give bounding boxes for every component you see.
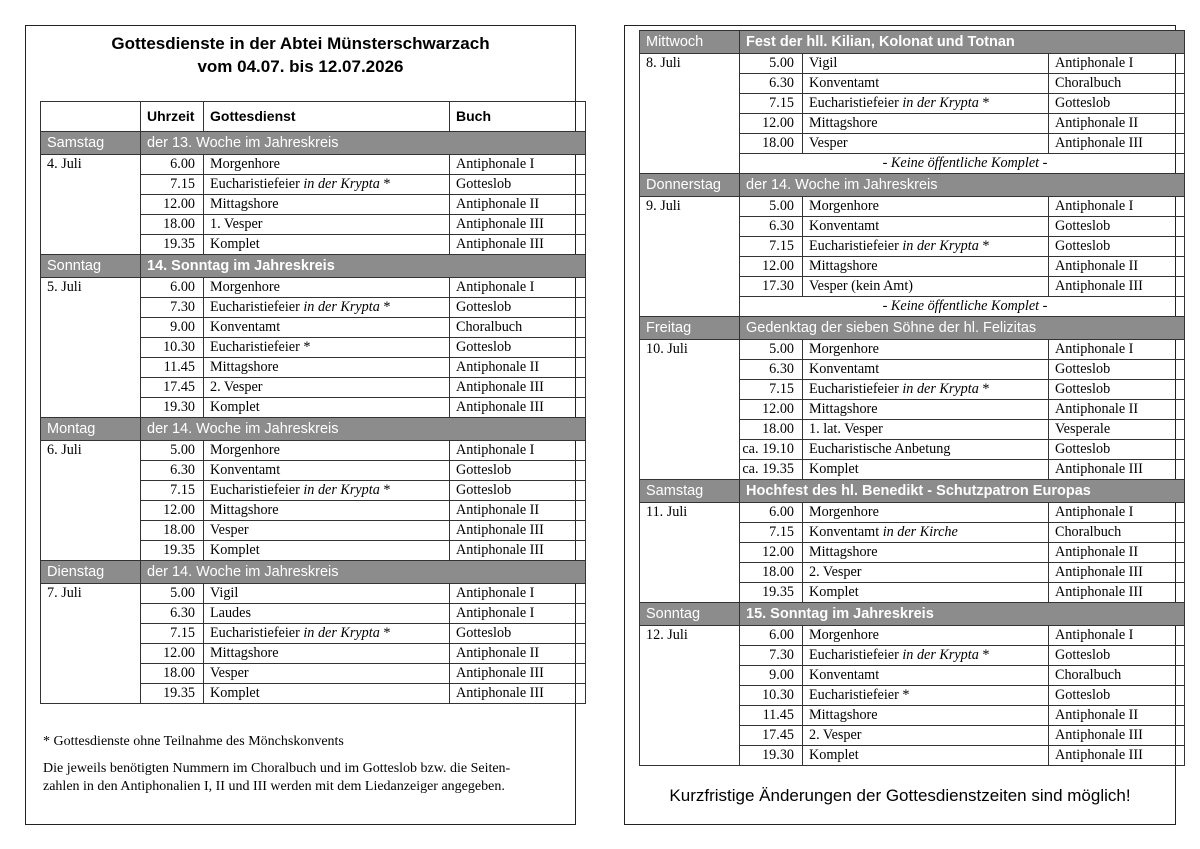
service-cell [803,74,1049,94]
liturgical-day-title: der 14. Woche im Jahreskreis [740,174,1185,197]
service-name: Eucharistiefeier [210,299,304,315]
time-cell: 19.35 [740,583,803,603]
weekday-label: Mittwoch [640,31,740,54]
service-cell [803,666,1049,686]
time-cell: 5.00 [740,197,803,217]
time-cell: 18.00 [141,664,204,684]
time-cell: 12.00 [740,114,803,134]
weekday-label: Dienstag [41,561,141,584]
service-name: Eucharistiefeier [210,176,304,192]
book-cell: Antiphonale II [1049,257,1185,277]
book-cell: Antiphonale III [1049,726,1185,746]
service-name: Konventamt [210,319,281,335]
book-cell: Antiphonale II [1049,114,1185,134]
service-name: Mittagshore [809,544,878,560]
service-name: Vigil [809,55,838,71]
book-cell: Antiphonale I [450,155,586,175]
service-cell [204,358,450,378]
service-name: Konventamt [809,667,880,683]
service-name: Komplet [809,461,859,477]
service-location: in der Kirche [882,524,958,540]
service-cell [204,664,450,684]
time-cell: 18.00 [141,521,204,541]
liturgical-day-title: der 13. Woche im Jahreskreis [141,132,586,155]
service-cell [204,235,450,255]
book-cell: Antiphonale III [450,378,586,398]
service-location: in der Krypta [902,95,979,111]
service-name: Komplet [809,747,859,763]
time-cell: 17.45 [740,726,803,746]
book-cell: Antiphonale II [1049,543,1185,563]
service-cell [204,398,450,418]
time-cell: 9.00 [740,666,803,686]
time-cell: 6.00 [740,503,803,523]
service-name: 2. Vesper [809,727,862,743]
time-cell: 19.35 [141,541,204,561]
schedule-table-right [639,30,1185,766]
weekday-label: Samstag [640,480,740,503]
time-cell: 7.15 [740,237,803,257]
book-cell: Antiphonale III [450,398,586,418]
service-location: in der Krypta [902,381,979,397]
book-cell: Vesperale [1049,420,1185,440]
service-name: Vesper [210,665,249,681]
service-cell [803,460,1049,480]
service-name: Morgenhore [210,442,280,458]
book-cell: Antiphonale II [1049,400,1185,420]
date-cell: 5. Juli [41,278,141,418]
book-cell: Antiphonale I [1049,503,1185,523]
service-name: Komplet [809,584,859,600]
service-cell [803,563,1049,583]
service-cell [803,360,1049,380]
weekday-label: Montag [41,418,141,441]
service-cell [803,543,1049,563]
time-cell: 18.00 [141,215,204,235]
liturgical-day-title: 15. Sonntag im Jahreskreis [740,603,1185,626]
time-cell: 6.00 [141,155,204,175]
right-page [624,25,1176,825]
service-name: Eucharistiefeier [809,238,903,254]
service-name: Komplet [210,399,260,415]
book-cell: Gotteslob [1049,360,1185,380]
service-row [41,441,586,461]
day-header-row [640,174,1185,197]
service-cell [204,441,450,461]
time-cell: ca. 19.35 [740,460,803,480]
service-marker: * [379,176,391,192]
time-cell: 9.00 [141,318,204,338]
book-cell: Antiphonale III [1049,460,1185,480]
service-name: Eucharistiefeier [210,482,304,498]
time-cell: 10.30 [740,686,803,706]
date-cell: 10. Juli [640,340,740,480]
service-cell [803,114,1049,134]
book-cell: Gotteslob [450,338,586,358]
service-cell [803,277,1049,297]
service-name: Eucharistiefeier * [210,339,311,355]
book-cell: Gotteslob [450,175,586,195]
service-name: Morgenhore [210,156,280,172]
time-cell: 5.00 [740,340,803,360]
book-cell: Antiphonale III [450,521,586,541]
liturgical-day-title: der 14. Woche im Jahreskreis [141,418,586,441]
day-header-row [640,31,1185,54]
service-cell [204,584,450,604]
service-cell [803,646,1049,666]
date-cell: 6. Juli [41,441,141,561]
service-location: in der Krypta [303,176,380,192]
service-cell [204,195,450,215]
service-cell [204,155,450,175]
service-cell [803,340,1049,360]
book-cell: Antiphonale III [450,235,586,255]
book-cell: Antiphonale I [1049,54,1185,74]
date-cell: 9. Juli [640,197,740,317]
book-cell: Antiphonale II [450,644,586,664]
service-name: Eucharistiefeier [809,95,903,111]
day-header-row [41,132,586,155]
time-cell: 19.35 [141,235,204,255]
service-name: Mittagshore [809,401,878,417]
schedule-table-left [40,101,586,704]
weekday-label: Sonntag [640,603,740,626]
header-time: Uhrzeit [141,102,204,132]
book-cell: Antiphonale I [450,441,586,461]
time-cell: 7.15 [141,624,204,644]
service-cell [204,298,450,318]
service-cell [204,481,450,501]
time-cell: 7.15 [141,175,204,195]
service-name: Mittagshore [210,502,279,518]
service-name: Morgenhore [809,504,879,520]
left-page [25,25,576,825]
service-location: in der Krypta [902,238,979,254]
book-cell: Gotteslob [1049,686,1185,706]
service-name: 1. Vesper [210,216,263,232]
time-cell: 5.00 [740,54,803,74]
liturgical-day-title: Hochfest des hl. Benedikt - Schutzpatron Europas [740,480,1185,503]
header-service: Gottesdienst [204,102,450,132]
service-location: in der Krypta [303,482,380,498]
day-header-row [640,480,1185,503]
no-public-compline-note: - Keine öffentliche Komplet - [740,297,1185,317]
weekday-label: Freitag [640,317,740,340]
service-cell [204,684,450,704]
service-location: in der Krypta [902,647,979,663]
weekday-label: Sonntag [41,255,141,278]
service-cell [803,746,1049,766]
time-cell: 7.15 [740,380,803,400]
service-location: in der Krypta [303,299,380,315]
service-cell [204,644,450,664]
time-cell: 7.30 [141,298,204,318]
service-cell [204,318,450,338]
service-name: Konventamt [809,524,883,540]
service-name: Morgenhore [210,279,280,295]
book-cell: Antiphonale II [450,195,586,215]
service-name: Vesper [809,135,848,151]
service-name: Mittagshore [210,645,279,661]
service-marker: * [978,647,990,663]
service-cell [803,237,1049,257]
day-header-row [41,418,586,441]
date-cell: 8. Juli [640,54,740,174]
changes-notice: Kurzfristige Änderungen der Gottesdienstzeiten sind möglich! [669,786,1131,805]
book-cell: Antiphonale III [450,664,586,684]
service-marker: * [379,625,391,641]
service-cell [803,583,1049,603]
service-cell [204,338,450,358]
service-name: Konventamt [809,75,880,91]
service-cell [204,215,450,235]
book-cell: Antiphonale I [450,278,586,298]
footnote-line-2: zahlen in den Antiphonalien I, II und III werden mit dem Liedanzeiger angegeben. [43,779,505,794]
service-cell [204,541,450,561]
book-cell: Antiphonale III [1049,134,1185,154]
book-cell: Gotteslob [1049,217,1185,237]
time-cell: 12.00 [740,400,803,420]
book-cell: Antiphonale I [1049,626,1185,646]
time-cell: 12.00 [141,501,204,521]
service-cell [803,626,1049,646]
time-cell: 12.00 [740,543,803,563]
service-name: Vigil [210,585,239,601]
service-cell [803,726,1049,746]
time-cell: 17.45 [141,378,204,398]
service-cell [204,604,450,624]
service-cell [803,257,1049,277]
day-header-row [41,255,586,278]
service-cell [803,197,1049,217]
book-cell: Gotteslob [1049,646,1185,666]
service-name: Eucharistiefeier [809,647,903,663]
time-cell: 7.15 [740,523,803,543]
book-cell: Antiphonale III [1049,277,1185,297]
no-public-compline-note: - Keine öffentliche Komplet - [740,154,1185,174]
service-name: Mittagshore [210,359,279,375]
service-cell [803,217,1049,237]
service-name: Vesper [210,522,249,538]
service-name: Komplet [210,542,260,558]
service-cell [204,278,450,298]
time-cell: 17.30 [740,277,803,297]
book-cell: Gotteslob [450,624,586,644]
time-cell: 12.00 [740,257,803,277]
service-marker: * [978,238,990,254]
time-cell: 18.00 [740,134,803,154]
footnote-line-1: Die jeweils benötigten Nummern im Choralbuch und im Gotteslob bzw. die Seiten- [43,761,511,776]
time-cell: 7.15 [740,94,803,114]
book-cell: Gotteslob [450,298,586,318]
liturgical-day-title: Fest der hll. Kilian, Kolonat und Totnan [740,31,1185,54]
time-cell: 10.30 [141,338,204,358]
date-cell: 7. Juli [41,584,141,704]
book-cell: Antiphonale III [1049,583,1185,603]
liturgical-day-title: der 14. Woche im Jahreskreis [141,561,586,584]
time-cell: 11.45 [141,358,204,378]
service-name: 1. lat. Vesper [809,421,883,437]
time-cell: 18.00 [740,563,803,583]
service-cell [803,380,1049,400]
book-cell: Antiphonale I [1049,197,1185,217]
time-cell: 6.30 [141,461,204,481]
service-cell [803,706,1049,726]
service-cell [204,461,450,481]
title-line-2: vom 04.07. bis 12.07.2026 [197,57,404,76]
service-cell [803,134,1049,154]
service-name: Morgenhore [809,627,879,643]
time-cell: 6.30 [740,74,803,94]
service-name: Konventamt [210,462,281,478]
book-cell: Antiphonale I [450,604,586,624]
weekday-label: Donnerstag [640,174,740,197]
time-cell: 12.00 [141,195,204,215]
service-name: Konventamt [809,361,880,377]
book-cell: Antiphonale III [1049,563,1185,583]
service-cell [803,440,1049,460]
title-line-1: Gottesdienste in der Abtei Münsterschwarzach [111,34,490,53]
schedule-title [26,32,575,78]
book-cell: Antiphonale III [450,684,586,704]
service-cell [204,501,450,521]
service-name: Konventamt [809,218,880,234]
time-cell: 6.30 [740,360,803,380]
liturgical-day-title: 14. Sonntag im Jahreskreis [141,255,586,278]
service-cell [204,624,450,644]
time-cell: 7.30 [740,646,803,666]
service-name: 2. Vesper [809,564,862,580]
day-header-row [41,561,586,584]
service-cell [204,521,450,541]
time-cell: ca. 19.10 [740,440,803,460]
service-row [41,584,586,604]
service-name: Eucharistiefeier * [809,687,910,703]
service-cell [803,54,1049,74]
book-cell: Choralbuch [1049,523,1185,543]
book-cell: Antiphonale III [1049,746,1185,766]
service-row [41,278,586,298]
book-cell: Gotteslob [450,461,586,481]
service-row [640,197,1185,217]
service-row [640,340,1185,360]
time-cell: 19.30 [740,746,803,766]
time-cell: 19.35 [141,684,204,704]
header-book: Buch [450,102,586,132]
time-cell: 7.15 [141,481,204,501]
time-cell: 6.30 [141,604,204,624]
book-cell: Antiphonale II [1049,706,1185,726]
service-cell [803,420,1049,440]
date-cell: 11. Juli [640,503,740,603]
day-header-row [640,603,1185,626]
table-header-row [41,102,586,132]
liturgical-day-title: Gedenktag der sieben Söhne der hl. Felizitas [740,317,1185,340]
time-cell: 19.30 [141,398,204,418]
date-cell: 12. Juli [640,626,740,766]
book-cell: Choralbuch [1049,74,1185,94]
book-cell: Antiphonale I [1049,340,1185,360]
book-cell: Antiphonale II [450,501,586,521]
weekday-label: Samstag [41,132,141,155]
service-name: Morgenhore [809,341,879,357]
service-name: Eucharistiefeier [809,381,903,397]
service-name: Mittagshore [809,115,878,131]
time-cell: 5.00 [141,441,204,461]
book-cell: Gotteslob [1049,237,1185,257]
service-marker: * [978,95,990,111]
time-cell: 5.00 [141,584,204,604]
book-cell: Antiphonale III [450,541,586,561]
service-name: Mittagshore [210,196,279,212]
service-name: Morgenhore [809,198,879,214]
service-cell [204,175,450,195]
book-cell: Antiphonale III [450,215,586,235]
service-cell [803,686,1049,706]
service-cell [803,400,1049,420]
service-cell [803,94,1049,114]
service-name: Mittagshore [809,258,878,274]
service-marker: * [379,482,391,498]
service-cell [803,523,1049,543]
book-cell: Gotteslob [1049,380,1185,400]
service-name: Eucharistische Anbetung [809,441,951,457]
header-date-cell [41,102,141,132]
service-marker: * [379,299,391,315]
day-header-row [640,317,1185,340]
time-cell: 12.00 [141,644,204,664]
service-name: Eucharistiefeier [210,625,304,641]
service-name: Komplet [210,685,260,701]
service-cell [204,378,450,398]
book-cell: Antiphonale II [450,358,586,378]
service-name: Vesper (kein Amt) [809,278,914,294]
service-name: Mittagshore [809,707,878,723]
book-cell: Gotteslob [1049,440,1185,460]
time-cell: 6.30 [740,217,803,237]
service-row [41,155,586,175]
service-name: Komplet [210,236,260,252]
service-name: Laudes [210,605,251,621]
service-location: in der Krypta [303,625,380,641]
service-cell [803,503,1049,523]
date-cell: 4. Juli [41,155,141,255]
service-row [640,54,1185,74]
time-cell: 18.00 [740,420,803,440]
time-cell: 6.00 [740,626,803,646]
book-cell: Gotteslob [1049,94,1185,114]
book-cell: Gotteslob [450,481,586,501]
book-cell: Choralbuch [1049,666,1185,686]
footnote-star: * Gottesdienste ohne Teilnahme des Mönchskonvents [43,734,344,749]
service-row [640,626,1185,646]
time-cell: 11.45 [740,706,803,726]
service-name: 2. Vesper [210,379,263,395]
time-cell: 6.00 [141,278,204,298]
service-marker: * [978,381,990,397]
book-cell: Antiphonale I [450,584,586,604]
book-cell: Choralbuch [450,318,586,338]
service-row [640,503,1185,523]
